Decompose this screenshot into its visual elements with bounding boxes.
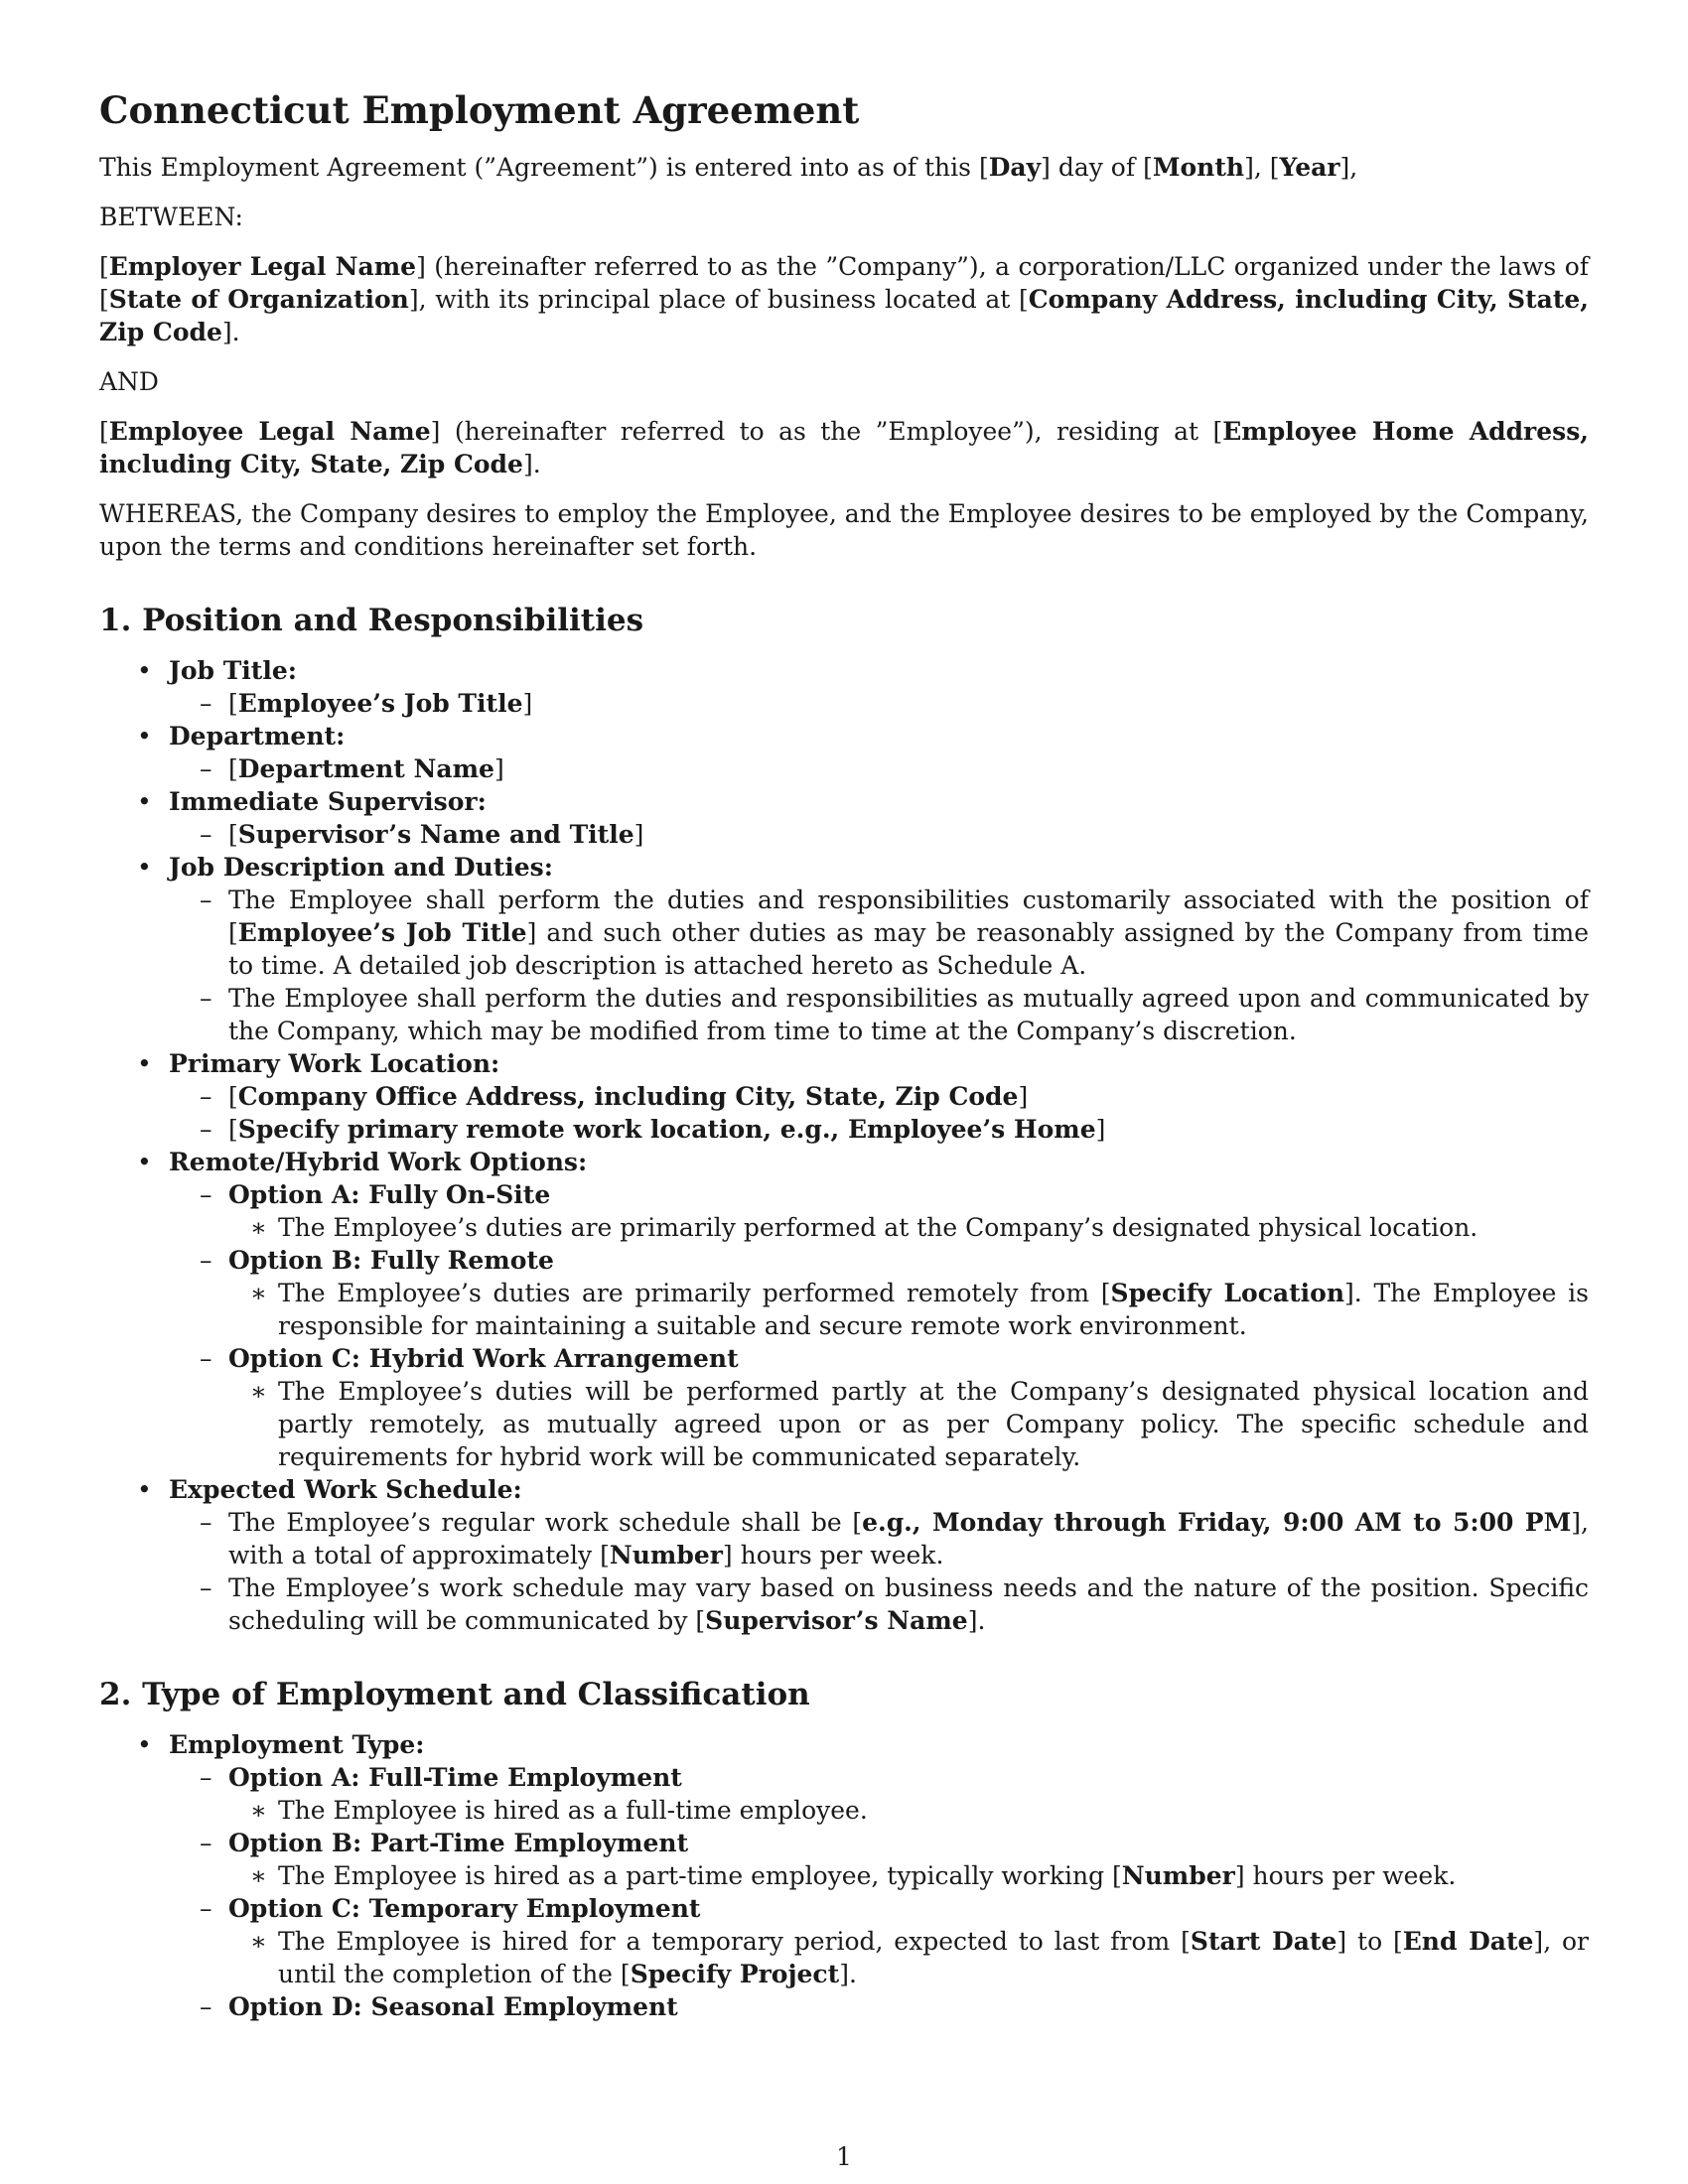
list-item: – Option A: Full-Time Employment ∗ The Employee is hired as a full-time employee. bbox=[169, 1761, 1589, 1827]
list-item: • Remote/Hybrid Work Options: – Option A: Fully On-Site ∗ The Employee’s duties are primarily performed at the Company’s designated physical location. – Option B: Fully Remote ∗ The Employee’s duties are primarily performed remotely from [Specify Location]. The Employee is responsible for maintaining a suitable and secure remote work environment. – Option C: Hybrid Work Arrangement ∗ The Employee’s duties will be performed partly at the Company’s designated physical location and partly remotely, as mutually agreed upon or as per Company policy. The specific schedule and requirements for hybrid work will be communicated separately. bbox=[99, 1146, 1589, 1473]
list-item: – Option C: Hybrid Work Arrangement ∗ The Employee’s duties will be performed partly at the Company’s designated physical location and partly remotely, as mutually agreed upon or as per Company policy. The specific schedule and requirements for hybrid work will be communicated separately. bbox=[169, 1342, 1589, 1473]
employer-name-placeholder: Employer Legal Name bbox=[108, 252, 417, 281]
document-page bbox=[99, 87, 1589, 2023]
section-1-list bbox=[99, 654, 1589, 1637]
employee-name-placeholder: Employee Legal Name bbox=[108, 417, 431, 446]
list-item: • Department: – [Department Name] bbox=[99, 720, 1589, 785]
day-placeholder: Day bbox=[988, 153, 1042, 182]
company-address-placeholder: Company Address, including City, State, Zip Code bbox=[99, 285, 1590, 346]
list-item: – The Employee shall perform the duties and responsibilities customarily associated with the position of [Employee’s Job Title] and such other duties as may be reasonably assigned by the Company from time to time. A detailed job description is attached hereto as Schedule A. bbox=[169, 884, 1589, 982]
section-1-heading: 1. Position and Responsibilities bbox=[99, 603, 644, 638]
list-item: – The Employee shall perform the duties and responsibilities as mutually agreed upon and communicated by the Company, which may be modified from time to time at the Company’s discretion. bbox=[169, 982, 1589, 1047]
list-item: • Employment Type: – Option A: Full-Time Employment ∗ The Employee is hired as a full-time employee. – Option B: Part-Time Employment ∗ The Employee is hired as a part-time employee, typically working [Number] hours per week. – Option C: Temporary Employment ∗ The Employee is hired for a temporary period, expected to last from [Start Date] to [End Date], or until the completion of the [Specify Project]. – Option D: Seasonal Employment bbox=[99, 1728, 1589, 2023]
list-item: ∗ The Employee’s duties are primarily performed remotely from [Specify Location]. The Employee is responsible for maintaining a suitable and secure remote work environment. bbox=[228, 1277, 1589, 1342]
list-item: • Job Title: – [Employee’s Job Title] bbox=[99, 654, 1589, 720]
list-item: – [Employee’s Job Title] bbox=[169, 687, 1589, 720]
list-item: – Option C: Temporary Employment ∗ The Employee is hired for a temporary period, expected to last from [Start Date] to [End Date], or until the completion of the [Specify Project]. bbox=[169, 1892, 1589, 1990]
year-placeholder: Year bbox=[1279, 153, 1340, 182]
list-item: ∗ The Employee is hired as a full-time employee. bbox=[228, 1794, 1589, 1827]
employee-paragraph: [Employee Legal Name] (hereinafter referred to as the ”Employee”), residing at [Employee Home Address, including City, State, Zip Code]. bbox=[99, 417, 1589, 478]
list-item: – [Company Office Address, including City, State, Zip Code] bbox=[169, 1080, 1589, 1113]
list-item: – The Employee’s work schedule may vary based on business needs and the nature of the position. Specific scheduling will be communicated by [Supervisor’s Name]. bbox=[169, 1571, 1589, 1637]
intro-paragraph: This Employment Agreement (”Agreement”) is entered into as of this [Day] day of [Month], [Year], bbox=[99, 153, 1358, 182]
list-item: – Option B: Fully Remote ∗ The Employee’s duties are primarily performed remotely from [Specify Location]. The Employee is responsible for maintaining a suitable and secure remote work environment. bbox=[169, 1244, 1589, 1342]
list-item: ∗ The Employee is hired as a part-time employee, typically working [Number] hours per week. bbox=[228, 1859, 1589, 1892]
list-item: – [Supervisor’s Name and Title] bbox=[169, 818, 1589, 851]
between-label: BETWEEN: bbox=[99, 203, 243, 231]
list-item: – The Employee’s regular work schedule shall be [e.g., Monday through Friday, 9:00 AM to 5:00 PM], with a total of approximately [Number] hours per week. bbox=[169, 1506, 1589, 1571]
list-item: ∗ The Employee’s duties are primarily performed at the Company’s designated physical location. bbox=[228, 1211, 1589, 1244]
section-2-list bbox=[99, 1728, 1589, 2023]
month-placeholder: Month bbox=[1152, 153, 1245, 182]
section-2-heading: 2. Type of Employment and Classification bbox=[99, 1677, 810, 1712]
whereas-paragraph: WHEREAS, the Company desires to employ the Employee, and the Employee desires to be employed by the Company, upon the terms and conditions hereinafter set forth. bbox=[99, 499, 1589, 561]
document-title: Connecticut Employment Agreement bbox=[99, 88, 860, 132]
list-item: – Option A: Fully On-Site ∗ The Employee’s duties are primarily performed at the Company’s designated physical location. bbox=[169, 1178, 1589, 1244]
list-item: – [Specify primary remote work location, e.g., Employee’s Home] bbox=[169, 1113, 1589, 1146]
list-item: – Option B: Part-Time Employment ∗ The Employee is hired as a part-time employee, typically working [Number] hours per week. bbox=[169, 1827, 1589, 1892]
list-item: • Expected Work Schedule: – The Employee’s regular work schedule shall be [e.g., Monday through Friday, 9:00 AM to 5:00 PM], with a total of approximately [Number] hours per week. – The Employee’s work schedule may vary based on business needs and the nature of the position. Specific scheduling will be communicated by [Supervisor’s Name]. bbox=[99, 1473, 1589, 1637]
list-item: • Job Description and Duties: – The Employee shall perform the duties and responsibilities customarily associated with the position of [Employee’s Job Title] and such other duties as may be reasonably assigned by the Company from time to time. A detailed job description is attached hereto as Schedule A. – The Employee shall perform the duties and responsibilities as mutually agreed upon and communicated by the Company, which may be modified from time to time at the Company’s discretion. bbox=[99, 851, 1589, 1047]
and-label: AND bbox=[99, 367, 159, 396]
list-item: • Immediate Supervisor: – [Supervisor’s Name and Title] bbox=[99, 785, 1589, 851]
list-item: ∗ The Employee’s duties will be performed partly at the Company’s designated physical location and partly remotely, as mutually agreed upon or as per Company policy. The specific schedule and requirements for hybrid work will be communicated separately. bbox=[228, 1375, 1589, 1473]
page-number: 1 bbox=[836, 2142, 852, 2171]
state-placeholder: State of Organization bbox=[108, 285, 409, 314]
list-item: – Option D: Seasonal Employment bbox=[169, 1990, 1589, 2023]
employee-address-placeholder: Employee Home Address, including City, State, Zip Code bbox=[99, 417, 1589, 478]
list-item: ∗ The Employee is hired for a temporary period, expected to last from [Start Date] to [End Date], or until the completion of the [Specify Project]. bbox=[228, 1925, 1589, 1990]
list-item: • Primary Work Location: – [Company Office Address, including City, State, Zip Code] – [Specify primary remote work location, e.g., Employee’s Home] bbox=[99, 1047, 1589, 1146]
employer-paragraph: [Employer Legal Name] (hereinafter referred to as the ”Company”), a corporation/LLC organized under the laws of [State of Organization], with its principal place of business located at [Company Address, including City, State, Zip Code]. bbox=[99, 252, 1590, 346]
list-item: – [Department Name] bbox=[169, 752, 1589, 785]
